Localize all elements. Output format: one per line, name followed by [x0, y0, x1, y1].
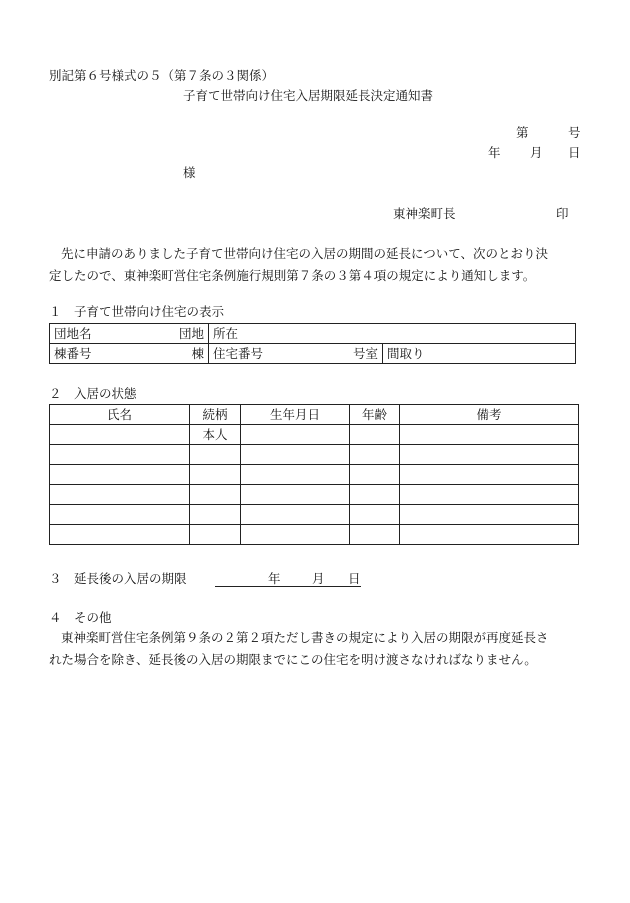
- cell-relation: [190, 465, 241, 485]
- date-month-label: 月: [530, 145, 543, 160]
- other-paragraph: [49, 627, 594, 671]
- cell-relation: [190, 505, 241, 525]
- cell-birthdate: [241, 425, 350, 445]
- danchi-name-label: 団地名: [54, 326, 92, 341]
- cell-name: [50, 485, 190, 505]
- cell-name: [50, 445, 190, 465]
- cell-birthdate: [241, 485, 350, 505]
- cell-name: [50, 525, 190, 545]
- other-line-2: れた場合を除き、延長後の入居の期限までにこの住宅を明け渡さなければなりません。: [49, 652, 537, 667]
- cell-relation: 本人: [190, 425, 241, 445]
- cell-remarks: [400, 445, 579, 465]
- issuer-name: 東神楽町長: [393, 206, 456, 221]
- table-row: [50, 425, 579, 445]
- form-reference: 別記第６号様式の５（第７条の３関係）: [49, 68, 275, 83]
- extension-deadline-field: [215, 570, 361, 587]
- section1-heading: １ 子育て世帯向け住宅の表示: [49, 304, 225, 319]
- residence-status-table: [49, 404, 579, 545]
- cell-birthdate: [241, 525, 350, 545]
- table-header-row: [50, 405, 579, 425]
- cell-birthdate: [241, 505, 350, 525]
- location-cell: [209, 324, 576, 344]
- section4-heading: ４ その他: [49, 610, 112, 625]
- danchi-suffix: 団地: [178, 326, 204, 341]
- column-header-birthdate: 生年月日: [241, 405, 350, 425]
- cell-name: [50, 425, 190, 445]
- cell-age: [350, 445, 400, 465]
- unit-number-label: 住宅番号: [213, 346, 264, 361]
- cell-remarks: [400, 505, 579, 525]
- seal-mark: 印: [556, 206, 569, 221]
- cell-remarks: [400, 425, 579, 445]
- section2-heading: ２ 入居の状態: [49, 386, 137, 401]
- housing-info-table: [49, 323, 576, 364]
- location-label: 所在: [213, 326, 239, 341]
- cell-relation: [190, 485, 241, 505]
- cell-remarks: [400, 485, 579, 505]
- column-header-age: 年齢: [350, 405, 400, 425]
- cell-age: [350, 525, 400, 545]
- building-number-label: 棟番号: [54, 346, 92, 361]
- notice-line-1: 先に申請のありました子育て世帯向け住宅の入居の期間の延長について、次のとおり決: [61, 246, 549, 261]
- document-title: 子育て世帯向け住宅入居期限延長決定通知書: [183, 88, 434, 103]
- table-row: [50, 485, 579, 505]
- number-label-go: 号: [568, 125, 581, 140]
- cell-birthdate: [241, 445, 350, 465]
- number-label-dai: 第: [516, 125, 529, 140]
- layout-label: 間取り: [387, 346, 425, 361]
- cell-age: [350, 465, 400, 485]
- recipient-honorific: 様: [183, 165, 196, 180]
- layout-cell: [383, 344, 576, 364]
- other-line-1: 東神楽町営住宅条例第９条の２第２項ただし書きの規定により入居の期限が再度延長さ: [61, 630, 549, 645]
- cell-remarks: [400, 465, 579, 485]
- date-year-label: 年: [488, 145, 501, 160]
- notice-line-2: 定したので、東神楽町営住宅条例施行規則第７条の３第４項の規定により通知します。: [49, 268, 536, 283]
- building-suffix: 棟: [191, 346, 204, 361]
- cell-relation: [190, 445, 241, 465]
- cell-name: [50, 465, 190, 485]
- table-row: [50, 525, 579, 545]
- cell-remarks: [400, 525, 579, 545]
- notice-paragraph: [49, 243, 589, 287]
- column-header-name: 氏名: [50, 405, 190, 425]
- cell-age: [350, 425, 400, 445]
- table-row: [50, 505, 579, 525]
- cell-age: [350, 505, 400, 525]
- danchi-name-cell: [50, 324, 209, 344]
- cell-name: [50, 505, 190, 525]
- column-header-relation: 続柄: [190, 405, 241, 425]
- section3-heading: ３ 延長後の入居の期限: [49, 571, 187, 586]
- table-row: [50, 445, 579, 465]
- deadline-year-label: 年: [268, 571, 281, 586]
- unit-suffix: 号室: [352, 346, 378, 361]
- column-header-remarks: 備考: [400, 405, 579, 425]
- cell-birthdate: [241, 465, 350, 485]
- cell-relation: [190, 525, 241, 545]
- unit-number-cell: [209, 344, 383, 364]
- table-row: [50, 465, 579, 485]
- deadline-day-label: 日: [348, 571, 361, 586]
- cell-age: [350, 485, 400, 505]
- date-day-label: 日: [568, 145, 581, 160]
- building-number-cell: [50, 344, 209, 364]
- deadline-month-label: 月: [312, 571, 325, 586]
